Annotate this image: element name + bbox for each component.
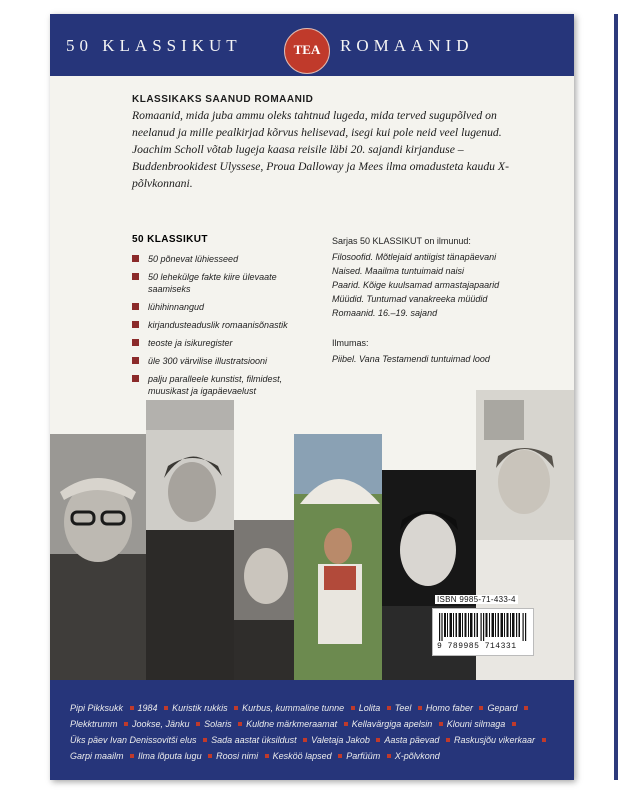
title-separator-icon: [130, 706, 134, 710]
series-title-item: X-põlvkond: [394, 751, 440, 761]
series-title-item: Roosi nimi: [216, 751, 259, 761]
title-separator-icon: [196, 722, 200, 726]
upcoming-item: Piibel. Vana Testamendi tuntuimad lood: [332, 354, 490, 364]
series-item: Filosoofid. Mõtlejaid antiigist tänapäevani: [332, 252, 497, 262]
title-separator-icon: [479, 706, 483, 710]
series-item: Naised. Maailma tuntuimaid naisi: [332, 266, 465, 276]
title-separator-icon: [265, 754, 269, 758]
series-title-item: Üks päev Ivan Denissovitši elus: [70, 735, 197, 745]
book-spine-edge: [614, 14, 618, 780]
title-separator-icon: [164, 706, 168, 710]
upcoming-heading: Ilmumas:: [332, 338, 369, 348]
list-item: teoste ja isikuregister: [132, 337, 312, 349]
series-title-item: Ilma lõputa lugu: [138, 751, 202, 761]
title-separator-icon: [446, 738, 450, 742]
intro-heading: KLASSIKAKS SAANUD ROMAANID: [132, 94, 314, 105]
list-item: 50 põnevat lühiesseed: [132, 253, 312, 265]
author-photo-1: [50, 434, 146, 680]
series-title-item: Aasta päevad: [384, 735, 440, 745]
isbn-barcode: [432, 595, 534, 656]
publisher-logo: TEA: [284, 28, 330, 74]
series-item: Müüdid. Tuntumad vanakreeka müüdid: [332, 294, 488, 304]
title-separator-icon: [418, 706, 422, 710]
series-column: [332, 234, 547, 366]
title-separator-icon: [203, 738, 207, 742]
series-title-item: Kuristik rukkis: [172, 703, 228, 713]
title-separator-icon: [338, 754, 342, 758]
series-heading: Sarjas 50 KLASSIKUT on ilmunud:: [332, 236, 471, 246]
features-list: [132, 253, 312, 397]
book-back-cover: [50, 14, 574, 780]
title-separator-icon: [524, 706, 528, 710]
series-title-item: Jookse, Jänku: [132, 719, 190, 729]
title-separator-icon: [542, 738, 546, 742]
series-title-item: Kesköö lapsed: [272, 751, 332, 761]
title-separator-icon: [238, 722, 242, 726]
series-title-item: Pipi Pikksukk: [70, 703, 124, 713]
title-separator-icon: [344, 722, 348, 726]
title-separator-icon: [387, 754, 391, 758]
series-item: Paarid. Kõige kuulsamad armastajapaarid: [332, 280, 500, 290]
series-title-item: Sada aastat üksildust: [211, 735, 297, 745]
series-title-left: 50 KLASSIKUT: [66, 36, 242, 55]
author-photo-4: [294, 434, 382, 680]
bullet-square-icon: [132, 357, 139, 364]
series-title-item: Kuldne märkmeraamat: [246, 719, 338, 729]
title-separator-icon: [376, 738, 380, 742]
series-item: Romaanid. 16.–19. sajand: [332, 308, 438, 318]
list-item: palju paralleele kunstist, filmidest, muusikast ja igapäevaelust: [132, 373, 312, 397]
series-title-item: 1984: [137, 703, 158, 713]
intro-section: [132, 94, 532, 192]
bullet-square-icon: [132, 339, 139, 346]
barcode-icon: [439, 613, 527, 641]
intro-text: Romaanid, mida juba ammu oleks tahtnud lugeda, mida terved sugupõlved on neelanud ja mille pealkirjad kõrvus helisevad, isegi kui pole neid veel lugenud. Joachim Scholl võtab lugeja kaasa reisile läbi 20. sajandi kirjanduse – Buddenbrookidest Ulyssese, Proua Dalloway ja Mees ilma omadusteta kaudu X-põlvkonnani.: [132, 109, 509, 190]
title-separator-icon: [512, 722, 516, 726]
series-title-item: Solaris: [204, 719, 232, 729]
bullet-square-icon: [132, 255, 139, 262]
series-title-item: Gepard: [487, 703, 518, 713]
series-title-item: Homo faber: [425, 703, 473, 713]
author-photo-3: [234, 520, 294, 680]
series-title-item: Lolita: [358, 703, 381, 713]
series-title-item: Plekktrumm: [70, 719, 118, 729]
list-item: üle 300 värvilise illustratsiooni: [132, 355, 312, 367]
title-separator-icon: [351, 706, 355, 710]
series-title-item: Kellavärgiga apelsin: [351, 719, 433, 729]
list-item: kirjandusteaduslik romaanisõnastik: [132, 319, 312, 331]
title-separator-icon: [234, 706, 238, 710]
isbn-label: ISBN 9985-71-433-4: [437, 595, 516, 604]
title-separator-icon: [303, 738, 307, 742]
title-separator-icon: [387, 706, 391, 710]
series-titles-list: [70, 700, 550, 764]
series-title-right: ROMAANID: [340, 36, 474, 55]
series-title-item: Raskusjõu vikerkaar: [453, 735, 535, 745]
series-title-item: Parfüüm: [346, 751, 381, 761]
bullet-square-icon: [132, 321, 139, 328]
series-header-bar: [50, 14, 574, 76]
title-separator-icon: [439, 722, 443, 726]
bullet-square-icon: [132, 375, 139, 382]
title-separator-icon: [124, 722, 128, 726]
author-photo-2: [146, 400, 234, 680]
bullet-square-icon: [132, 273, 139, 280]
title-separator-icon: [130, 754, 134, 758]
series-title-item: Teel: [394, 703, 412, 713]
series-title-item: Valetaja Jakob: [311, 735, 370, 745]
title-separator-icon: [208, 754, 212, 758]
list-item: lühihinnangud: [132, 301, 312, 313]
series-title-item: Kurbus, kummaline tunne: [242, 703, 345, 713]
features-heading: 50 KLASSIKUT: [132, 234, 208, 245]
barcode-number: 9 789985 714331: [437, 642, 517, 651]
list-item: 50 lehekülge fakte kiire ülevaate saamiseks: [132, 271, 312, 295]
features-column: [132, 234, 312, 403]
bullet-square-icon: [132, 303, 139, 310]
series-title-item: Klouni silmaga: [446, 719, 506, 729]
series-title-item: Garpi maailm: [70, 751, 124, 761]
